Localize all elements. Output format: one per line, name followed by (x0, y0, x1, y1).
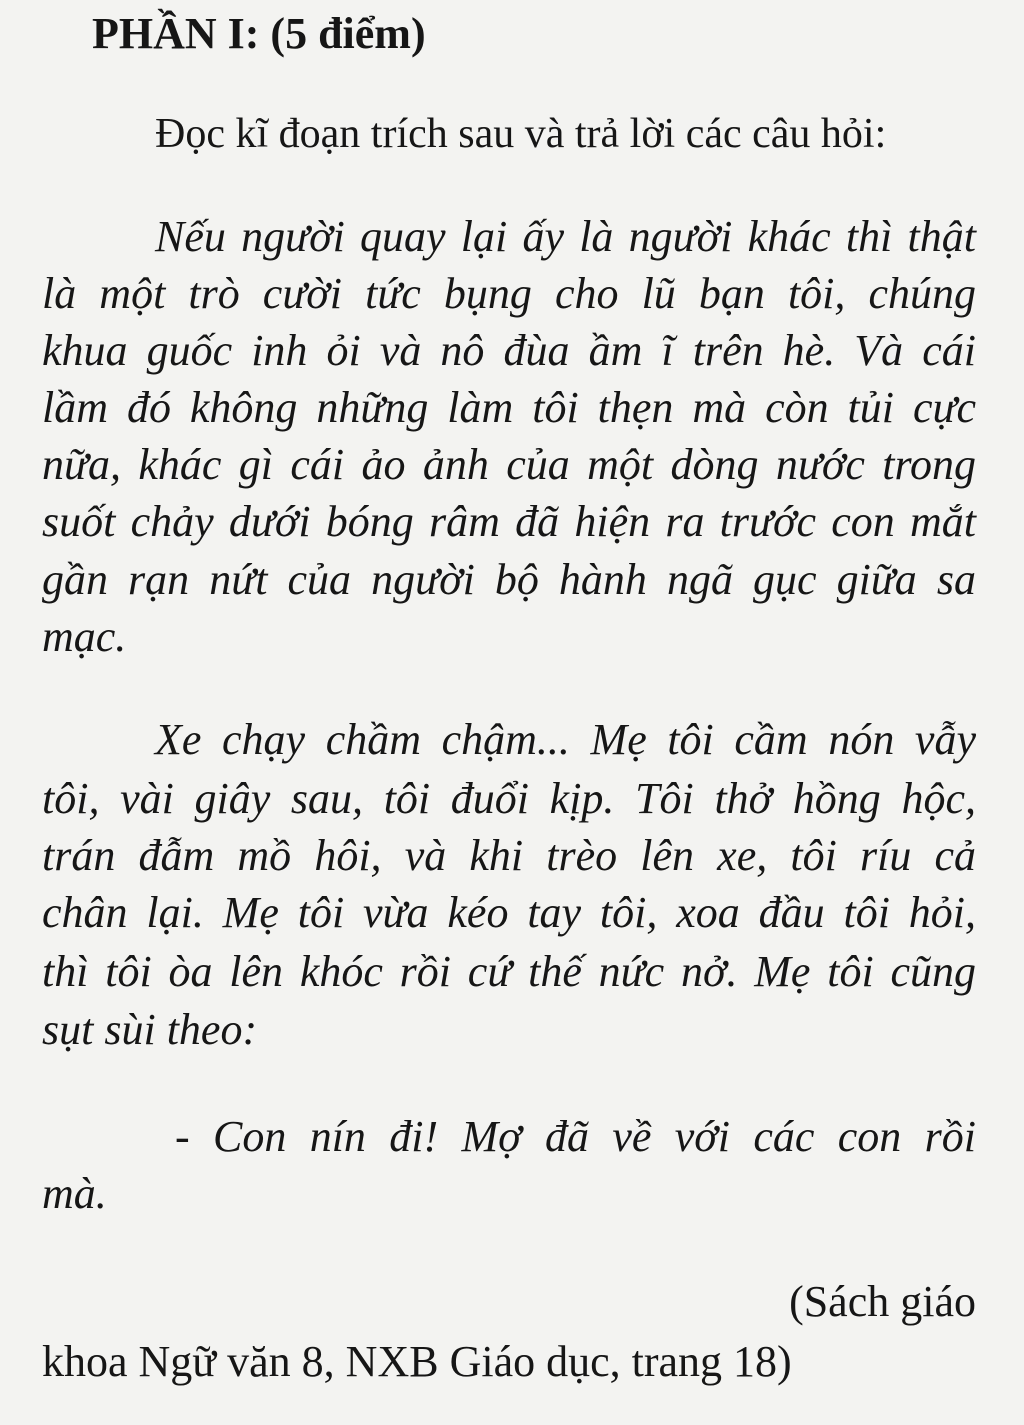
paragraph1-line: khua guốc inh ỏi và nô đùa ầm ĩ trên hè. Và cái (42, 326, 976, 375)
dialogue-line: mà. (42, 1169, 107, 1218)
paragraph2-line: thì tôi òa lên khóc rồi cứ thế nức nở. Mẹ tôi cũng (42, 947, 976, 996)
paragraph2-line: chân lại. Mẹ tôi vừa kéo tay tôi, xoa đầu tôi hỏi, (42, 888, 976, 937)
paragraph2-line: trán đẫm mồ hôi, và khi trèo lên xe, tôi ríu cả (42, 831, 976, 880)
paragraph1-line: suốt chảy dưới bóng râm đã hiện ra trước con mắt (42, 497, 976, 546)
dialogue-line: - Con nín đi! Mợ đã về với các con rồi (175, 1112, 976, 1161)
paragraph1-line: là một trò cười tức bụng cho lũ bạn tôi, chúng (42, 269, 976, 318)
paragraph2-line: Xe chạy chầm chậm... Mẹ tôi cầm nón vẫy (155, 715, 976, 764)
source-citation: khoa Ngữ văn 8, NXB Giáo dục, trang 18) (42, 1337, 792, 1386)
paragraph1-line: gần rạn nứt của người bộ hành ngã gục giữa sa (42, 555, 976, 604)
source-citation: (Sách giáo (789, 1277, 976, 1326)
instruction-text: Đọc kĩ đoạn trích sau và trả lời các câu hỏi: (155, 111, 887, 157)
paragraph1-line: Nếu người quay lại ấy là người khác thì thật (155, 212, 976, 261)
paragraph1-line: nữa, khác gì cái ảo ảnh của một dòng nước trong (42, 440, 976, 489)
paragraph1-line: lầm đó không những làm tôi thẹn mà còn tủi cực (42, 383, 976, 432)
paragraph2-line: sụt sùi theo: (42, 1005, 258, 1054)
paragraph2-line: tôi, vài giây sau, tôi đuổi kịp. Tôi thở hồng hộc, (42, 774, 976, 823)
section-heading: PHẦN I: (5 điểm) (92, 9, 426, 58)
paragraph1-line: mạc. (42, 612, 127, 661)
